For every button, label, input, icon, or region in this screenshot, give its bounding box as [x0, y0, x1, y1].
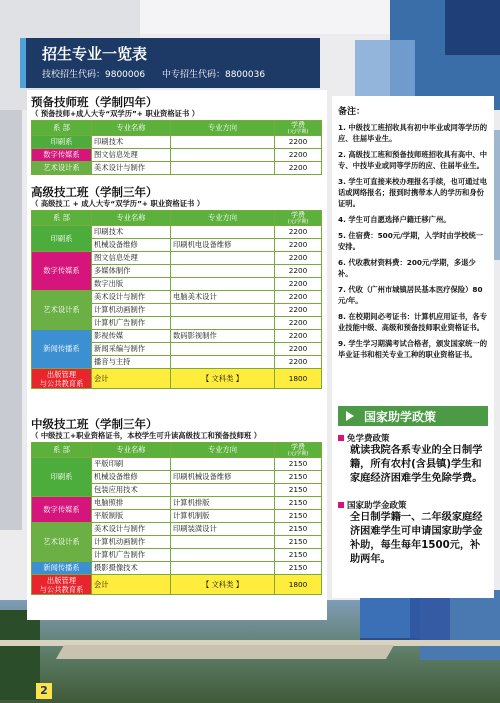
direction-cell: 电脑美术设计	[171, 291, 275, 304]
major-cell: 机械设备维修	[92, 471, 171, 484]
fee-cell: 2200	[275, 239, 322, 252]
fee-cell: 2200	[275, 278, 322, 291]
major-cell: 计算机动画制作	[92, 536, 171, 549]
fee-cell: 2200	[275, 252, 322, 265]
section-title: 中级技工班（学制三年）	[31, 417, 158, 431]
table-row	[32, 226, 322, 239]
table-row	[32, 330, 322, 343]
direction-cell	[171, 252, 275, 265]
fee-cell: 2150	[275, 562, 322, 575]
note-item: 7. 代收（广州市城镇居民基本医疗保险）80元/年。	[338, 285, 483, 305]
fee-cell: 2200	[275, 162, 322, 175]
page-title: 招生专业一览表	[42, 45, 148, 63]
major-cell: 图文信息处理	[92, 149, 171, 162]
direction-cell: 【 文科类 】	[171, 575, 275, 595]
direction-cell	[171, 149, 275, 162]
department-cell: 新闻传播系	[32, 562, 92, 575]
bullet-square-icon	[338, 502, 344, 508]
policy-header	[338, 406, 488, 426]
page-header	[20, 38, 320, 88]
fee-unit: (元/学期)	[287, 451, 309, 457]
background-block	[445, 0, 500, 55]
major-cell: 印刷技术	[92, 226, 171, 239]
direction-cell	[171, 458, 275, 471]
fee-cell: 2200	[275, 291, 322, 304]
background-block	[355, 40, 415, 100]
direction-cell	[171, 484, 275, 497]
note-item: 5. 住宿费：500元/学期，入学时由学校统一安排。	[338, 231, 484, 251]
direction-cell	[171, 562, 275, 575]
direction-cell	[171, 304, 275, 317]
section-subtitle: （ 中级技工+职业资格证书，本校学生可升读高级技工和预备技师班 ）	[31, 431, 262, 440]
column-header-dept: 系 部	[32, 443, 92, 458]
department-cell: 出版管理 与公共教育系	[32, 575, 92, 595]
direction-cell: 印刷装潢设计	[171, 523, 275, 536]
column-header-dept: 系 部	[32, 121, 92, 136]
fee-unit: (元/学期)	[287, 129, 309, 135]
tech-code: 技校招生代码：9800006	[42, 70, 146, 80]
policy-heading: 免学费政策	[338, 432, 488, 444]
table-row	[32, 252, 322, 265]
column-header-fee	[275, 121, 322, 136]
fee-label: 学费	[291, 121, 305, 129]
direction-cell	[171, 549, 275, 562]
policy-heading: 国家助学金政策	[338, 499, 488, 511]
table-row	[32, 136, 322, 149]
fee-cell: 2150	[275, 536, 322, 549]
fee-cell: 2200	[275, 265, 322, 278]
section-title: 高级技工班（学制三年）	[31, 185, 158, 199]
column-header-major: 专业名称	[92, 443, 171, 458]
major-cell: 影视传媒	[92, 330, 171, 343]
header-accent	[20, 38, 26, 88]
notes-panel	[332, 96, 494, 598]
fee-cell: 2200	[275, 136, 322, 149]
note-item: 3. 学生可直接来校办理报名手续，也可通过电话或网络报名；报到时携带本人的学历和身份证明。	[338, 177, 488, 208]
table-header-row	[32, 211, 322, 226]
fee-cell: 2200	[275, 343, 322, 356]
fee-cell: 2200	[275, 304, 322, 317]
fee-cell: 2150	[275, 549, 322, 562]
table-row	[32, 575, 322, 595]
direction-cell: 印刷机电设备维修	[171, 239, 275, 252]
direction-cell	[171, 317, 275, 330]
department-cell: 数字传媒系	[32, 149, 92, 162]
department-cell: 数字传媒系	[32, 252, 92, 291]
direction-cell: 计算机排版	[171, 497, 275, 510]
page-number: 2	[36, 683, 52, 699]
program-table	[31, 120, 322, 175]
major-cell: 美术设计与制作	[92, 523, 171, 536]
major-cell: 摄影摄像技术	[92, 562, 171, 575]
enrollment-codes	[42, 67, 279, 80]
column-header-major: 专业名称	[92, 211, 171, 226]
program-table	[31, 442, 322, 595]
notes-heading: 备注：	[338, 107, 366, 117]
notes-section	[338, 104, 488, 365]
direction-cell	[171, 343, 275, 356]
fee-cell: 2200	[275, 149, 322, 162]
direction-cell	[171, 226, 275, 239]
department-cell: 印刷系	[32, 136, 92, 149]
policy-body: 就读我院各系专业的全日制学籍，所有农村(含县镇)学生和家庭经济困难学生免除学费。	[350, 445, 483, 484]
major-cell: 机械设备维修	[92, 239, 171, 252]
direction-cell	[171, 536, 275, 549]
table-row	[32, 369, 322, 389]
table-row	[32, 458, 322, 471]
policy-body: 全日制学籍一、二年级家庭经济困难学生可申请国家助学金补助，每生每年1500元，补助两年。	[350, 512, 483, 565]
column-header-fee	[275, 443, 322, 458]
column-header-dept: 系 部	[32, 211, 92, 226]
section-subtitle: （ 高级技工 + 成人大专“双学历”+ 职业资格证书 ）	[31, 199, 205, 208]
department-cell: 新闻传播系	[32, 330, 92, 369]
major-cell: 印刷技术	[92, 136, 171, 149]
major-cell: 平版制版	[92, 510, 171, 523]
notes-list	[338, 122, 488, 360]
direction-cell	[171, 162, 275, 175]
direction-cell	[171, 356, 275, 369]
fee-cell: 2200	[275, 330, 322, 343]
major-cell: 美术设计与制作	[92, 162, 171, 175]
free-tuition-policy	[338, 432, 488, 486]
grant-policy	[338, 499, 488, 567]
fee-cell: 2200	[275, 356, 322, 369]
note-item: 2. 高级技工班和预备技师班招收具有高中、中专、中技毕业或同等学历的应、往届毕业生。	[338, 150, 488, 170]
fee-label: 学费	[291, 211, 305, 219]
column-header-major: 专业名称	[92, 121, 171, 136]
direction-cell: 数码影视制作	[171, 330, 275, 343]
note-item: 8. 在校期间必考证书：计算机应用证书，各专业技能中级、高级和预备技师职业资格证书。	[338, 312, 488, 332]
column-header-fee	[275, 211, 322, 226]
section-subtitle: （ 预备技师+成人大专“双学历”+ 职业资格证书 ）	[31, 109, 200, 118]
major-cell: 播音与主持	[92, 356, 171, 369]
bullet-square-icon	[338, 435, 344, 441]
note-item: 1. 中级技工班招收具有初中毕业或同等学历的应、往届毕业生。	[338, 123, 488, 143]
fee-cell: 1800	[275, 575, 322, 595]
arrow-icon	[346, 411, 354, 421]
fee-cell: 2200	[275, 317, 322, 330]
fee-label: 学费	[291, 443, 305, 451]
major-cell: 数字出版	[92, 278, 171, 291]
fee-cell: 2200	[275, 226, 322, 239]
policy-title: 国家助学政策	[364, 410, 437, 424]
direction-cell: 计算机制版	[171, 510, 275, 523]
column-header-direction: 专业方向	[171, 121, 275, 136]
fee-cell: 2150	[275, 484, 322, 497]
fee-cell: 2150	[275, 458, 322, 471]
direction-cell	[171, 278, 275, 291]
fee-cell: 2150	[275, 471, 322, 484]
department-cell: 印刷系	[32, 458, 92, 497]
direction-cell: 【 文科类 】	[171, 369, 275, 389]
table-row	[32, 149, 322, 162]
fee-cell: 2150	[275, 497, 322, 510]
secondary-code: 中专招生代码：8800036	[161, 70, 266, 80]
column-header-direction: 专业方向	[171, 211, 275, 226]
department-cell: 艺术设计系	[32, 162, 92, 175]
department-cell: 艺术设计系	[32, 523, 92, 562]
table-row	[32, 562, 322, 575]
fee-cell: 2150	[275, 510, 322, 523]
major-cell: 会计	[92, 369, 171, 389]
program-table	[31, 210, 322, 389]
direction-cell: 印刷机械设备维修	[171, 471, 275, 484]
major-cell: 图文信息处理	[92, 252, 171, 265]
section-title: 预备技师班（学制四年）	[31, 95, 158, 109]
table-header-row	[32, 121, 322, 136]
note-item: 4. 学生可自愿选择户籍迁移广州。	[338, 215, 451, 224]
major-cell: 电脑照排	[92, 497, 171, 510]
major-cell: 计算机广告制作	[92, 549, 171, 562]
department-cell: 数字传媒系	[32, 497, 92, 523]
background-block	[0, 110, 22, 530]
table-header-row	[32, 443, 322, 458]
program-tables-panel	[27, 90, 327, 620]
department-cell: 印刷系	[32, 226, 92, 252]
direction-cell	[171, 136, 275, 149]
major-cell: 包装应用技术	[92, 484, 171, 497]
fee-cell: 1800	[275, 369, 322, 389]
major-cell: 新闻采编与制作	[92, 343, 171, 356]
fee-unit: (元/学期)	[287, 219, 309, 225]
note-item: 6. 代收教材资料费：200元/学期，多退少补。	[338, 258, 476, 278]
major-cell: 多媒体制作	[92, 265, 171, 278]
table-row	[32, 162, 322, 175]
major-cell: 计算机广告制作	[92, 317, 171, 330]
table-row	[32, 523, 322, 536]
department-cell: 出版管理 与公共教育系	[32, 369, 92, 389]
major-cell: 美术设计与制作	[92, 291, 171, 304]
major-cell: 平版印刷	[92, 458, 171, 471]
column-header-direction: 专业方向	[171, 443, 275, 458]
direction-cell	[171, 265, 275, 278]
table-row	[32, 497, 322, 510]
major-cell: 计算机动画制作	[92, 304, 171, 317]
major-cell: 会计	[92, 575, 171, 595]
note-item: 9. 学生学习期满考试合格者，颁发国家统一的毕业证书和相关专业工种的职业资格证书。	[338, 339, 488, 359]
department-cell: 艺术设计系	[32, 291, 92, 330]
fee-cell: 2150	[275, 523, 322, 536]
table-row	[32, 291, 322, 304]
